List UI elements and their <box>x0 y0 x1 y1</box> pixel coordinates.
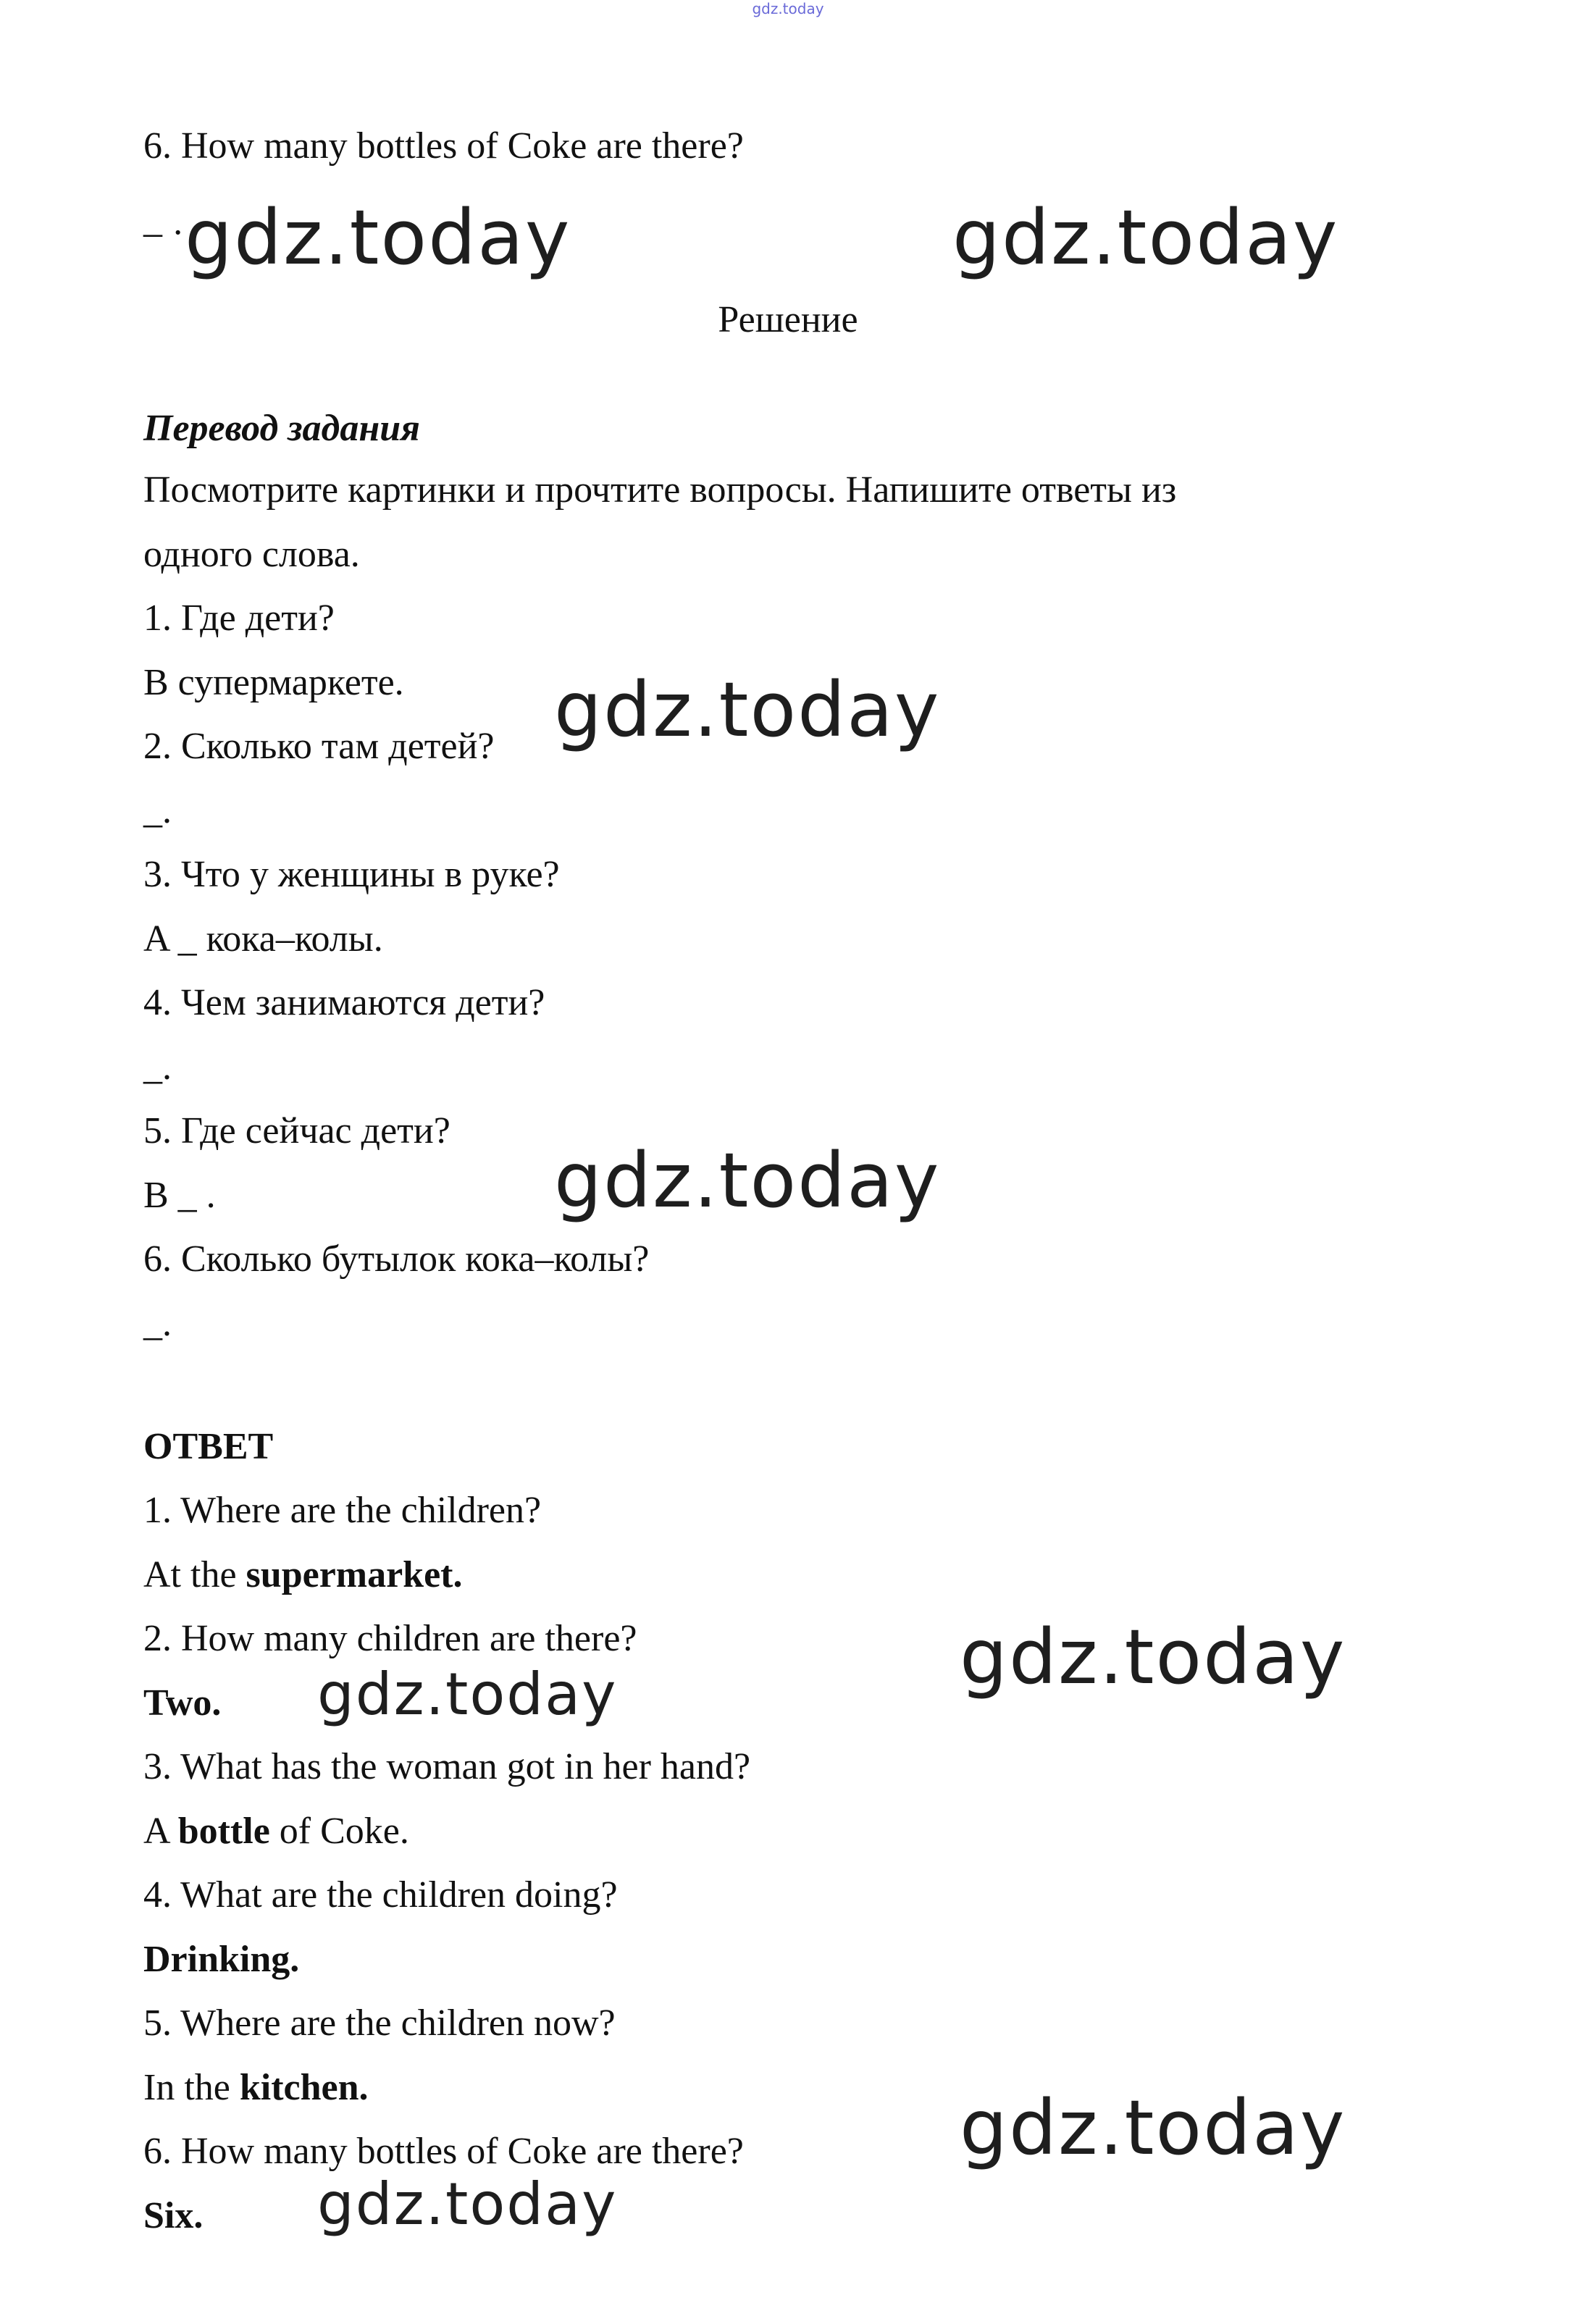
answer-text-3 <box>143 1808 409 1855</box>
translation-answer-5: В _ . <box>143 1175 216 1216</box>
watermark: gdz.today <box>554 1136 941 1225</box>
answer-heading: ОТВЕТ <box>143 1426 274 1467</box>
watermark: gdz.today <box>960 1613 1346 1701</box>
answer-question-3: 3. What has the woman got in her hand? <box>143 1746 751 1787</box>
answer-question-4: 4. What are the children doing? <box>143 1874 618 1916</box>
answer-text-4-bold: Drinking. <box>143 1939 300 1980</box>
translation-question-3: 3. Что у женщины в руке? <box>143 854 560 895</box>
translation-answer-3: A _ кока–колы. <box>143 918 383 960</box>
answer-text-5-bold: kitchen. <box>239 2067 369 2108</box>
answer-question-1: 1. Where are the children? <box>143 1490 542 1531</box>
answer-text-5-pre: In the <box>143 2067 240 2108</box>
answer-text-5 <box>143 2065 369 2111</box>
answer-text-1 <box>143 1552 462 1598</box>
answer-text-3-post: of Coke. <box>269 1811 409 1852</box>
translation-question-1: 1. Где дети? <box>143 597 335 639</box>
watermark: gdz.today <box>960 2084 1346 2172</box>
answer-text-3-bold: bottle <box>177 1811 270 1852</box>
top-blank-answer: – · <box>143 212 185 253</box>
answer-text-4 <box>143 1937 299 1983</box>
answer-text-1-bold: supermarket. <box>246 1554 463 1595</box>
answer-text-2 <box>143 1680 221 1727</box>
answer-text-6 <box>143 2193 203 2239</box>
translation-question-4: 4. Чем занимаются дети? <box>143 982 545 1023</box>
watermark: gdz.today <box>317 1661 618 1728</box>
watermark: gdz.today <box>952 193 1339 282</box>
translation-question-5: 5. Где сейчас дети? <box>143 1110 450 1151</box>
translation-answer-2: _. <box>143 790 172 831</box>
answer-text-1-pre: At the <box>143 1554 246 1595</box>
answer-text-2-bold: Two. <box>143 1682 222 1724</box>
watermark: gdz.today <box>554 666 941 754</box>
translation-answer-4: _. <box>143 1046 172 1088</box>
answer-question-5: 5. Where are the children now? <box>143 2002 616 2044</box>
top-question-6: 6. How many bottles of Coke are there? <box>143 125 744 167</box>
translation-heading: Перевод задания <box>143 408 420 449</box>
translation-question-6: 6. Сколько бутылок кока–колы? <box>143 1238 650 1280</box>
answer-text-3-pre: A <box>143 1811 178 1852</box>
solution-heading: Решение <box>718 299 858 340</box>
watermark: gdz.today <box>185 193 571 282</box>
translation-question-2: 2. Сколько там детей? <box>143 726 495 767</box>
watermark: gdz.today <box>317 2170 618 2238</box>
header-watermark: gdz.today <box>752 0 824 17</box>
translation-instruction-line-1: Посмотрите картинки и прочтите вопросы. Напишите ответы из <box>143 469 1177 511</box>
translation-instruction-line-2: одного слова. <box>143 534 360 575</box>
translation-answer-1: В супермаркете. <box>143 662 404 703</box>
answer-question-2: 2. How many children are there? <box>143 1618 637 1659</box>
translation-answer-6: _. <box>143 1303 172 1344</box>
answer-question-6: 6. How many bottles of Coke are there? <box>143 2131 744 2172</box>
answer-text-6-bold: Six. <box>143 2195 204 2236</box>
